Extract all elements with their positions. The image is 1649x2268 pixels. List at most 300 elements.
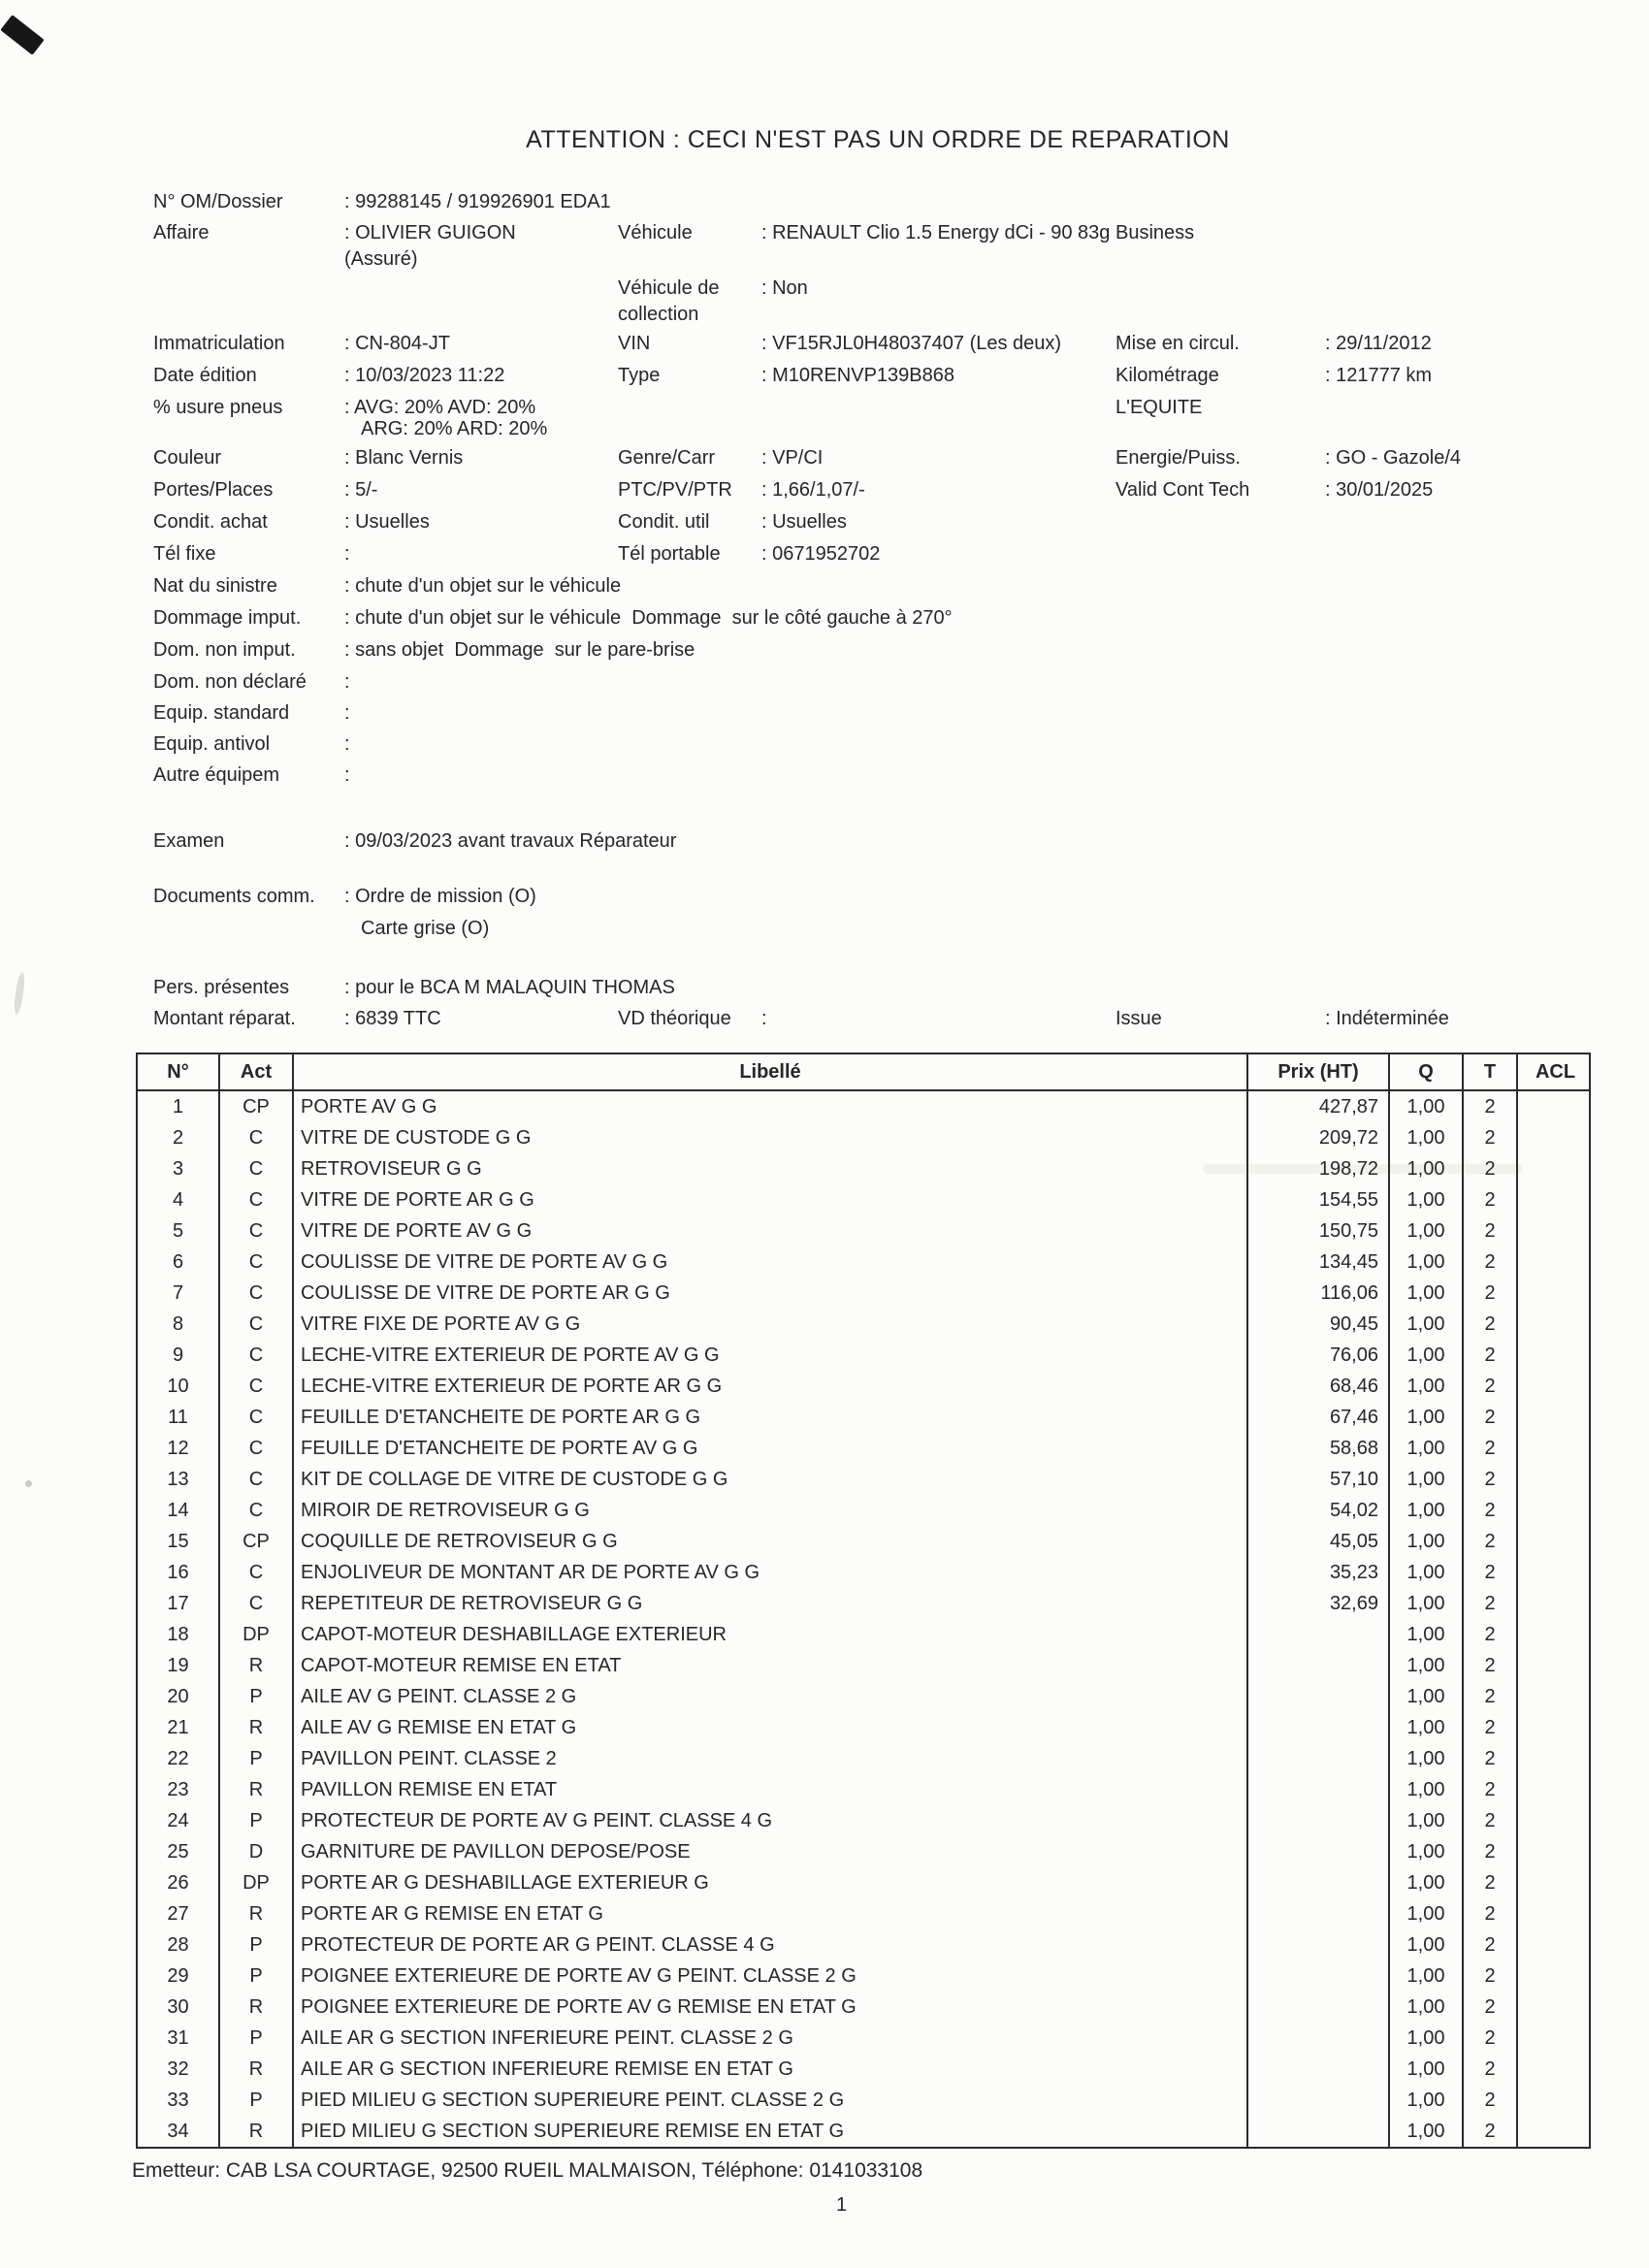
field-value: : 6839 TTC [344, 1008, 441, 1029]
field-row [0, 364, 1649, 396]
cell-q: 1,00 [1390, 1340, 1464, 1371]
column-header-cell-prix: Prix (HT) [1248, 1054, 1390, 1089]
cell-t: 2 [1464, 1340, 1518, 1371]
cell-n: 32 [138, 2054, 220, 2085]
cell-t: 2 [1464, 1557, 1518, 1588]
cell-act: DP [220, 1619, 294, 1650]
cell-acl [1518, 1153, 1593, 1184]
field-row [0, 276, 1649, 303]
cell-libelle: MIROIR DE RETROVISEUR G G [294, 1495, 1248, 1526]
cell-prix: 76,06 [1248, 1340, 1390, 1371]
cell-q: 1,00 [1390, 1247, 1464, 1278]
scan-smudge [25, 1480, 32, 1487]
cell-act: C [220, 1247, 294, 1278]
table-row [138, 1371, 1589, 1402]
cell-n: 34 [138, 2116, 220, 2147]
field-value: : RENAULT Clio 1.5 Energy dCi - 90 83g Business [761, 222, 1195, 243]
field-row [0, 638, 1649, 670]
cell-n: 18 [138, 1619, 220, 1650]
table-row [138, 1091, 1589, 1122]
header-fields [0, 190, 1649, 1038]
table-row [138, 1805, 1589, 1836]
field-label: VD théorique [618, 1008, 731, 1029]
cell-act: C [220, 1402, 294, 1433]
cell-libelle: VITRE DE PORTE AR G G [294, 1184, 1248, 1215]
cell-act: C [220, 1278, 294, 1309]
table-header-row [138, 1054, 1589, 1091]
cell-t: 2 [1464, 1960, 1518, 1992]
field-label: Portes/Places [153, 479, 274, 501]
cell-prix [1248, 1867, 1390, 1898]
field-value: : VF15RJL0H48037407 (Les deux) [761, 333, 1062, 354]
field-value: Carte grise (O) [361, 918, 490, 939]
field-row [0, 542, 1649, 574]
field-value: : 10/03/2023 11:22 [344, 365, 505, 386]
field-label: Affaire [153, 222, 210, 243]
cell-t: 2 [1464, 1992, 1518, 2023]
cell-acl [1518, 1650, 1593, 1681]
column-header-cell-act: Act [220, 1054, 294, 1089]
cell-acl [1518, 2054, 1593, 2085]
cell-libelle: VITRE DE CUSTODE G G [294, 1122, 1248, 1153]
field-value: : chute d'un objet sur le véhicule Dommage sur le côté gauche à 270° [344, 607, 953, 629]
cell-q: 1,00 [1390, 1091, 1464, 1122]
cell-libelle: CAPOT-MOTEUR REMISE EN ETAT [294, 1650, 1248, 1681]
field-label: Condit. util [618, 511, 710, 533]
cell-n: 15 [138, 1526, 220, 1557]
cell-prix: 57,10 [1248, 1464, 1390, 1495]
cell-prix: 134,45 [1248, 1247, 1390, 1278]
field-value: : VP/CI [761, 447, 824, 469]
table-row [138, 1309, 1589, 1340]
cell-t: 2 [1464, 1898, 1518, 1929]
cell-t: 2 [1464, 2085, 1518, 2116]
field-value: : AVG: 20% AVD: 20% [344, 397, 536, 418]
cell-q: 1,00 [1390, 1712, 1464, 1743]
table-row [138, 1743, 1589, 1774]
cell-acl [1518, 1557, 1593, 1588]
cell-prix: 58,68 [1248, 1433, 1390, 1464]
cell-acl [1518, 1526, 1593, 1557]
cell-n: 28 [138, 1929, 220, 1960]
cell-t: 2 [1464, 1526, 1518, 1557]
cell-prix [1248, 1960, 1390, 1992]
table-row [138, 1898, 1589, 1929]
field-label: Tél fixe [153, 543, 216, 565]
cell-t: 2 [1464, 1278, 1518, 1309]
field-row [0, 446, 1649, 478]
cell-acl [1518, 1929, 1593, 1960]
cell-t: 2 [1464, 1184, 1518, 1215]
field-row [0, 417, 1649, 446]
cell-t: 2 [1464, 1619, 1518, 1650]
cell-acl [1518, 1960, 1593, 1992]
column-header-cell-libelle: Libellé [294, 1054, 1248, 1089]
cell-act: R [220, 1650, 294, 1681]
table-row [138, 2116, 1589, 2147]
cell-libelle: AILE AR G SECTION INFERIEURE REMISE EN ETAT G [294, 2054, 1248, 2085]
cell-act: C [220, 1433, 294, 1464]
field-value: : Indéterminée [1325, 1008, 1449, 1029]
cell-acl [1518, 1867, 1593, 1898]
cell-q: 1,00 [1390, 1992, 1464, 2023]
cell-acl [1518, 1836, 1593, 1867]
field-value: : [761, 1008, 767, 1029]
cell-act: C [220, 1495, 294, 1526]
cell-act: C [220, 1371, 294, 1402]
cell-t: 2 [1464, 1774, 1518, 1805]
cell-libelle: KIT DE COLLAGE DE VITRE DE CUSTODE G G [294, 1464, 1248, 1495]
cell-prix [1248, 1992, 1390, 2023]
cell-n: 4 [138, 1184, 220, 1215]
table-row [138, 1681, 1589, 1712]
cell-q: 1,00 [1390, 1526, 1464, 1557]
cell-t: 2 [1464, 1929, 1518, 1960]
cell-n: 24 [138, 1805, 220, 1836]
field-label: Issue [1116, 1008, 1162, 1029]
cell-act: P [220, 1681, 294, 1712]
field-row [0, 670, 1649, 701]
cell-act: R [220, 1992, 294, 2023]
cell-n: 30 [138, 1992, 220, 2023]
cell-acl [1518, 1433, 1593, 1464]
table-row [138, 1774, 1589, 1805]
cell-q: 1,00 [1390, 1278, 1464, 1309]
field-label: collection [618, 304, 699, 325]
field-value: : Non [761, 277, 808, 299]
cell-n: 5 [138, 1215, 220, 1247]
cell-q: 1,00 [1390, 1402, 1464, 1433]
cell-libelle: PIED MILIEU G SECTION SUPERIEURE REMISE EN ETAT G [294, 2116, 1248, 2147]
cell-q: 1,00 [1390, 1184, 1464, 1215]
field-label: Date édition [153, 365, 257, 386]
field-row [0, 732, 1649, 763]
field-value: : [344, 702, 350, 724]
cell-act: C [220, 1464, 294, 1495]
cell-acl [1518, 1091, 1593, 1122]
field-row [0, 332, 1649, 364]
cell-t: 2 [1464, 2023, 1518, 2054]
cell-q: 1,00 [1390, 1371, 1464, 1402]
cell-act: R [220, 1898, 294, 1929]
table-row [138, 1712, 1589, 1743]
items-table [136, 1053, 1591, 2149]
field-label: Autre équipem [153, 764, 280, 786]
cell-t: 2 [1464, 1805, 1518, 1836]
field-value: : sans objet Dommage sur le pare-brise [344, 639, 695, 661]
cell-libelle: REPETITEUR DE RETROVISEUR G G [294, 1588, 1248, 1619]
table-row [138, 1867, 1589, 1898]
cell-acl [1518, 1805, 1593, 1836]
cell-q: 1,00 [1390, 1743, 1464, 1774]
cell-prix [1248, 1836, 1390, 1867]
table-row [138, 1588, 1589, 1619]
cell-q: 1,00 [1390, 1619, 1464, 1650]
field-label: Couleur [153, 447, 222, 469]
cell-q: 1,00 [1390, 2023, 1464, 2054]
cell-n: 9 [138, 1340, 220, 1371]
cell-libelle: POIGNEE EXTERIEURE DE PORTE AV G PEINT. CLASSE 2 G [294, 1960, 1248, 1992]
cell-t: 2 [1464, 1122, 1518, 1153]
cell-prix: 154,55 [1248, 1184, 1390, 1215]
field-value: : OLIVIER GUIGON [344, 222, 516, 243]
table-row [138, 1247, 1589, 1278]
cell-prix: 67,46 [1248, 1402, 1390, 1433]
cell-q: 1,00 [1390, 2054, 1464, 2085]
cell-acl [1518, 1495, 1593, 1526]
field-row [0, 606, 1649, 638]
cell-n: 23 [138, 1774, 220, 1805]
cell-prix [1248, 1681, 1390, 1712]
field-row [0, 976, 1649, 1007]
field-row [0, 221, 1649, 247]
cell-act: C [220, 1215, 294, 1247]
cell-libelle: PORTE AR G DESHABILLAGE EXTERIEUR G [294, 1867, 1248, 1898]
cell-libelle: COQUILLE DE RETROVISEUR G G [294, 1526, 1248, 1557]
column-header-cell-acl: ACL [1535, 1060, 1576, 1083]
cell-acl [1518, 1588, 1593, 1619]
field-value: : [344, 671, 350, 693]
field-value: : 29/11/2012 [1325, 333, 1432, 354]
cell-q: 1,00 [1390, 2085, 1464, 2116]
field-label: Documents comm. [153, 886, 315, 907]
cell-t: 2 [1464, 1402, 1518, 1433]
cell-q: 1,00 [1390, 1309, 1464, 1340]
cell-act: C [220, 1588, 294, 1619]
cell-n: 12 [138, 1433, 220, 1464]
field-value: : [344, 733, 350, 755]
cell-t: 2 [1464, 2116, 1518, 2147]
field-label: L'EQUITE [1116, 397, 1203, 418]
cell-acl [1518, 2085, 1593, 2116]
field-label: Véhicule de [618, 277, 720, 299]
cell-q: 1,00 [1390, 1588, 1464, 1619]
field-label: Equip. antivol [153, 733, 271, 755]
cell-t: 2 [1464, 1247, 1518, 1278]
column-header-cell-q: Q [1390, 1054, 1464, 1089]
table-row [138, 1929, 1589, 1960]
cell-t: 2 [1464, 1433, 1518, 1464]
cell-acl [1518, 2023, 1593, 2054]
cell-act: CP [220, 1091, 294, 1122]
field-value: : Usuelles [344, 511, 430, 533]
cell-n: 29 [138, 1960, 220, 1992]
column-header-cell-n: N° [138, 1054, 220, 1089]
cell-prix [1248, 1619, 1390, 1650]
field-value: : Ordre de mission (O) [344, 886, 536, 907]
cell-libelle: AILE AV G PEINT. CLASSE 2 G [294, 1681, 1248, 1712]
cell-acl [1518, 1371, 1593, 1402]
field-value: : 121777 km [1325, 365, 1433, 386]
cell-libelle: ENJOLIVEUR DE MONTANT AR DE PORTE AV G G [294, 1557, 1248, 1588]
cell-q: 1,00 [1390, 1557, 1464, 1588]
table-row [138, 2085, 1589, 2116]
cell-act: R [220, 1774, 294, 1805]
cell-q: 1,00 [1390, 1650, 1464, 1681]
cell-q: 1,00 [1390, 1681, 1464, 1712]
cell-libelle: LECHE-VITRE EXTERIEUR DE PORTE AR G G [294, 1371, 1248, 1402]
cell-act: C [220, 1184, 294, 1215]
field-value: : M10RENVP139B868 [761, 365, 955, 386]
cell-prix [1248, 2085, 1390, 2116]
field-value: : [344, 543, 350, 565]
cell-prix [1248, 1743, 1390, 1774]
field-value: : pour le BCA M MALAQUIN THOMAS [344, 977, 675, 998]
cell-n: 11 [138, 1402, 220, 1433]
cell-libelle: RETROVISEUR G G [294, 1153, 1248, 1184]
cell-q: 1,00 [1390, 1867, 1464, 1898]
field-label: Immatriculation [153, 333, 285, 354]
cell-libelle: FEUILLE D'ETANCHEITE DE PORTE AV G G [294, 1433, 1248, 1464]
cell-n: 17 [138, 1588, 220, 1619]
table-row [138, 1526, 1589, 1557]
cell-q: 1,00 [1390, 1774, 1464, 1805]
cell-acl [1518, 1340, 1593, 1371]
field-label: VIN [618, 333, 651, 354]
footer-emitter: Emetteur: CAB LSA COURTAGE, 92500 RUEIL MALMAISON, Téléphone: 0141033108 [132, 2159, 923, 2182]
cell-act: C [220, 1340, 294, 1371]
cell-acl [1518, 1992, 1593, 2023]
table-row [138, 1278, 1589, 1309]
field-label: Condit. achat [153, 511, 268, 533]
page-number: 1 [836, 2194, 848, 2216]
cell-libelle: PIED MILIEU G SECTION SUPERIEURE PEINT. CLASSE 2 G [294, 2085, 1248, 2116]
cell-t: 2 [1464, 1153, 1518, 1184]
cell-n: 8 [138, 1309, 220, 1340]
field-value: : 0671952702 [761, 543, 881, 565]
table-row [138, 1122, 1589, 1153]
cell-n: 16 [138, 1557, 220, 1588]
cell-prix: 45,05 [1248, 1526, 1390, 1557]
field-label: PTC/PV/PTR [618, 479, 732, 501]
cell-t: 2 [1464, 1309, 1518, 1340]
cell-prix [1248, 1898, 1390, 1929]
field-value: : [344, 764, 350, 786]
table-row [138, 2023, 1589, 2054]
cell-t: 2 [1464, 2054, 1518, 2085]
field-row [0, 763, 1649, 794]
table-row [138, 1340, 1589, 1371]
cell-q: 1,00 [1390, 2116, 1464, 2147]
cell-n: 14 [138, 1495, 220, 1526]
cell-libelle: PAVILLON REMISE EN ETAT [294, 1774, 1248, 1805]
cell-n: 33 [138, 2085, 220, 2116]
cell-libelle: PAVILLON PEINT. CLASSE 2 [294, 1743, 1248, 1774]
cell-libelle: FEUILLE D'ETANCHEITE DE PORTE AR G G [294, 1402, 1248, 1433]
cell-n: 26 [138, 1867, 220, 1898]
field-label: Type [618, 365, 661, 386]
field-value: : chute d'un objet sur le véhicule [344, 575, 622, 597]
cell-t: 2 [1464, 1588, 1518, 1619]
cell-libelle: PROTECTEUR DE PORTE AR G PEINT. CLASSE 4 G [294, 1929, 1248, 1960]
field-row [0, 396, 1649, 417]
cell-n: 27 [138, 1898, 220, 1929]
field-label: % usure pneus [153, 397, 283, 418]
table-row [138, 1836, 1589, 1867]
cell-prix [1248, 2023, 1390, 2054]
cell-libelle: GARNITURE DE PAVILLON DEPOSE/POSE [294, 1836, 1248, 1867]
field-row [0, 949, 1649, 976]
cell-act: C [220, 1557, 294, 1588]
field-label: Nat du sinistre [153, 575, 277, 597]
cell-t: 2 [1464, 1464, 1518, 1495]
field-label: Dom. non imput. [153, 639, 296, 661]
cell-n: 20 [138, 1681, 220, 1712]
field-row [0, 917, 1649, 949]
cell-t: 2 [1464, 1743, 1518, 1774]
field-row [0, 1007, 1649, 1038]
document-title: ATTENTION : CECI N'EST PAS UN ORDRE DE REPARATION [526, 126, 1230, 153]
cell-act: D [220, 1836, 294, 1867]
field-label: Genre/Carr [618, 447, 716, 469]
table-row [138, 1184, 1589, 1215]
cell-prix: 32,69 [1248, 1588, 1390, 1619]
field-row [0, 510, 1649, 542]
cell-prix [1248, 1774, 1390, 1805]
cell-t: 2 [1464, 1712, 1518, 1743]
cell-t: 2 [1464, 1091, 1518, 1122]
cell-n: 7 [138, 1278, 220, 1309]
cell-q: 1,00 [1390, 1464, 1464, 1495]
cell-libelle: AILE AV G REMISE EN ETAT G [294, 1712, 1248, 1743]
field-value: (Assuré) [344, 248, 418, 270]
cell-q: 1,00 [1390, 1153, 1464, 1184]
cell-t: 2 [1464, 1836, 1518, 1867]
cell-acl [1518, 1402, 1593, 1433]
table-row [138, 1992, 1589, 2023]
cell-acl [1518, 1122, 1593, 1153]
cell-libelle: CAPOT-MOTEUR DESHABILLAGE EXTERIEUR [294, 1619, 1248, 1650]
cell-acl [1518, 1184, 1593, 1215]
table-row [138, 1619, 1589, 1650]
field-value: : Usuelles [761, 511, 847, 533]
field-row [0, 829, 1649, 861]
table-row [138, 1495, 1589, 1526]
cell-q: 1,00 [1390, 1836, 1464, 1867]
cell-libelle: AILE AR G SECTION INFERIEURE PEINT. CLASSE 2 G [294, 2023, 1248, 2054]
cell-t: 2 [1464, 1215, 1518, 1247]
cell-acl [1518, 1681, 1593, 1712]
cell-prix: 150,75 [1248, 1215, 1390, 1247]
field-row [0, 861, 1649, 885]
cell-t: 2 [1464, 1681, 1518, 1712]
field-label: Mise en circul. [1116, 333, 1240, 354]
cell-libelle: COULISSE DE VITRE DE PORTE AV G G [294, 1247, 1248, 1278]
cell-prix [1248, 2054, 1390, 2085]
cell-act: C [220, 1153, 294, 1184]
cell-act: P [220, 2085, 294, 2116]
field-row [0, 247, 1649, 276]
cell-libelle: POIGNEE EXTERIEURE DE PORTE AV G REMISE EN ETAT G [294, 1992, 1248, 2023]
cell-q: 1,00 [1390, 1495, 1464, 1526]
field-label: Kilométrage [1116, 365, 1219, 386]
field-label: Véhicule [618, 222, 693, 243]
cell-n: 1 [138, 1091, 220, 1122]
field-row [0, 701, 1649, 732]
field-label: Dom. non déclaré [153, 671, 307, 693]
cell-acl [1518, 1278, 1593, 1309]
cell-n: 6 [138, 1247, 220, 1278]
cell-q: 1,00 [1390, 1215, 1464, 1247]
cell-acl [1518, 1464, 1593, 1495]
cell-prix [1248, 2116, 1390, 2147]
cell-acl [1518, 1898, 1593, 1929]
field-label: Energie/Puiss. [1116, 447, 1241, 469]
cell-libelle: PORTE AV G G [294, 1091, 1248, 1122]
scan-corner-artifact [0, 15, 44, 55]
field-row [0, 478, 1649, 510]
cell-n: 22 [138, 1743, 220, 1774]
